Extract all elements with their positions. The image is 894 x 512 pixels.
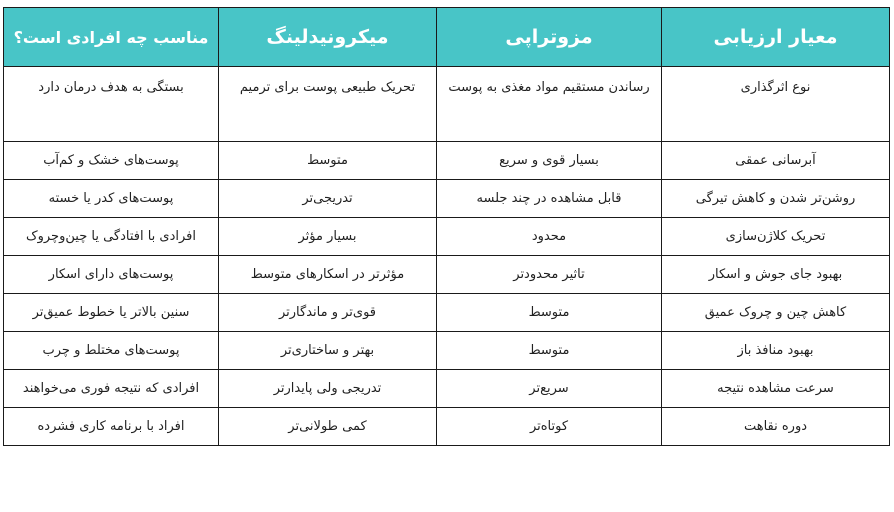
cell-microneedling: تحریک طبیعی پوست برای ترمیم xyxy=(219,67,437,142)
cell-mesotherapy: بسیار قوی و سریع xyxy=(437,142,662,180)
cell-mesotherapy: قابل مشاهده در چند جلسه xyxy=(437,180,662,218)
table-row xyxy=(4,67,890,142)
table-row xyxy=(4,294,890,332)
table-row xyxy=(4,142,890,180)
cell-suitable-for: بستگی به هدف درمان دارد xyxy=(4,67,219,142)
cell-microneedling: قوی‌تر و ماندگارتر xyxy=(219,294,437,332)
cell-microneedling: مؤثرتر در اسکارهای متوسط xyxy=(219,256,437,294)
table-row xyxy=(4,370,890,408)
cell-criterion: بهبود منافذ باز xyxy=(662,332,890,370)
cell-microneedling: بهتر و ساختاری‌تر xyxy=(219,332,437,370)
cell-microneedling: متوسط xyxy=(219,142,437,180)
comparison-table-container xyxy=(3,7,889,446)
table-row xyxy=(4,408,890,446)
comparison-table xyxy=(3,7,890,446)
cell-criterion: نوع اثرگذاری xyxy=(662,67,890,142)
header-microneedling: میکرونیدلینگ xyxy=(219,8,437,67)
cell-suitable-for: پوست‌های دارای اسکار xyxy=(4,256,219,294)
cell-mesotherapy: سریع‌تر xyxy=(437,370,662,408)
table-row xyxy=(4,332,890,370)
cell-microneedling: تدریجی‌تر xyxy=(219,180,437,218)
cell-mesotherapy: محدود xyxy=(437,218,662,256)
cell-suitable-for: سنین بالاتر یا خطوط عمیق‌تر xyxy=(4,294,219,332)
header-criterion: معیار ارزیابی xyxy=(662,8,890,67)
cell-criterion: روشن‌تر شدن و کاهش تیرگی xyxy=(662,180,890,218)
cell-microneedling: بسیار مؤثر xyxy=(219,218,437,256)
cell-criterion: آبرسانی عمقی xyxy=(662,142,890,180)
cell-mesotherapy: متوسط xyxy=(437,332,662,370)
table-row xyxy=(4,180,890,218)
cell-suitable-for: افرادی که نتیجه فوری می‌خواهند xyxy=(4,370,219,408)
header-suitable-for: مناسب چه افرادی است؟ xyxy=(4,8,219,67)
cell-criterion: سرعت مشاهده نتیجه xyxy=(662,370,890,408)
table-header-row xyxy=(4,8,890,67)
cell-suitable-for: پوست‌های کدر یا خسته xyxy=(4,180,219,218)
table-row xyxy=(4,218,890,256)
cell-suitable-for: پوست‌های خشک و کم‌آب xyxy=(4,142,219,180)
cell-criterion: بهبود جای جوش و اسکار xyxy=(662,256,890,294)
cell-criterion: دوره نقاهت xyxy=(662,408,890,446)
cell-mesotherapy: کوتاه‌تر xyxy=(437,408,662,446)
cell-mesotherapy: رساندن مستقیم مواد مغذی به پوست xyxy=(437,67,662,142)
cell-microneedling: کمی طولانی‌تر xyxy=(219,408,437,446)
cell-mesotherapy: تاثیر محدودتر xyxy=(437,256,662,294)
cell-mesotherapy: متوسط xyxy=(437,294,662,332)
cell-criterion: تحریک کلاژن‌سازی xyxy=(662,218,890,256)
cell-suitable-for: افراد با برنامه کاری فشرده xyxy=(4,408,219,446)
cell-suitable-for: پوست‌های مختلط و چرب xyxy=(4,332,219,370)
cell-criterion: کاهش چین و چروک عمیق xyxy=(662,294,890,332)
table-row xyxy=(4,256,890,294)
cell-suitable-for: افرادی با افتادگی یا چین‌وچروک xyxy=(4,218,219,256)
cell-microneedling: تدریجی ولی پایدارتر xyxy=(219,370,437,408)
header-mesotherapy: مزوتراپی xyxy=(437,8,662,67)
